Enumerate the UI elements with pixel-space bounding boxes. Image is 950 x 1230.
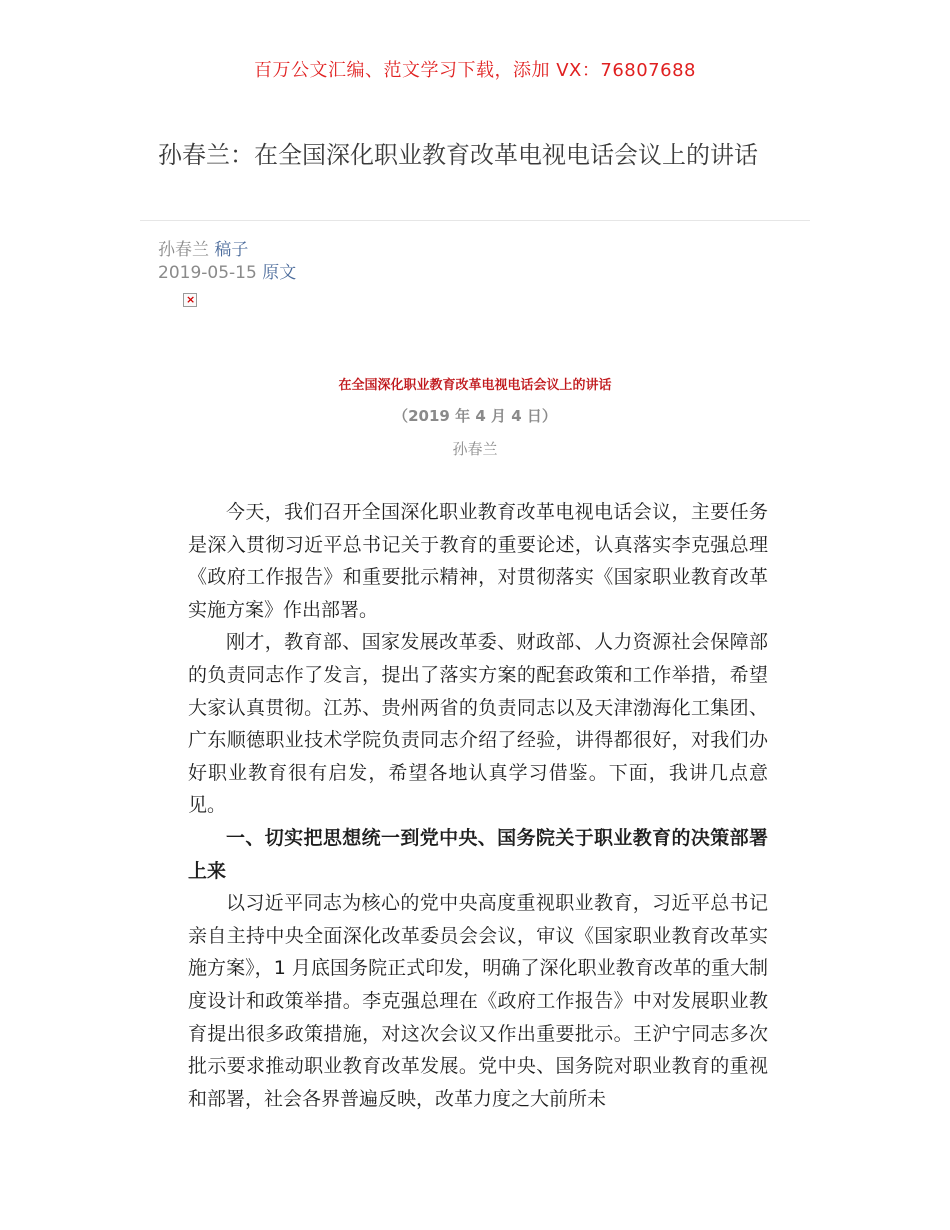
section-heading: 一、切实把思想统一到党中央、国务院关于职业教育的决策部署上来: [188, 826, 768, 882]
body-paragraph: 刚才，教育部、国家发展改革委、财政部、人力资源社会保障部的负责同志作了发言，提出了落实方案的配套政策和工作举措，希望大家认真贯彻。江苏、贵州两省的负责同志以及天津渤海化工集团、广东顺德职业技术学院负责同志介绍了经验，讲得都很好，对我们办好职业教育很有启发，希望各地认真学习借鉴。下面，我讲几点意见。: [188, 631, 768, 817]
title-divider: [140, 220, 810, 221]
document-heading: 在全国深化职业教育改革电视电话会议上的讲话: [338, 378, 612, 393]
document-date: （2019 年 4 月 4 日）: [393, 407, 557, 425]
article-author-line: [158, 239, 248, 261]
body-paragraph: 以习近平同志为核心的党中央高度重视职业教育，习近平总书记亲自主持中央全面深化改革委员会会议，审议《国家职业教育改革实施方案》，1 月底国务院正式印发，明确了深化职业教育改革的重大制度设计和政策举措。李克强总理在《政府工作报告》中对发展职业教育提出很多政策措施，对这次会议又作出重要批示。王沪宁同志多次批示要求推动职业教育改革发展。党中央、国务院对职业教育的重视和部署，社会各界普遍反映，改革力度之大前所未: [188, 892, 768, 1110]
article-author: 孙春兰: [158, 240, 209, 260]
author-link[interactable]: 稿子: [214, 240, 249, 260]
article-date-line: [158, 262, 296, 284]
article-date: 2019-05-15: [158, 263, 257, 283]
article-title: 孙春兰：在全国深化职业教育改革电视电话会议上的讲话: [158, 141, 758, 169]
broken-image-icon: ×: [183, 293, 197, 307]
body-paragraph: 今天，我们召开全国深化职业教育改革电视电话会议，主要任务是深入贯彻习近平总书记关于教育的重要论述，认真落实李克强总理《政府工作报告》和重要批示精神，对贯彻落实《国家职业教育改革实施方案》作出部署。: [188, 501, 768, 621]
document-body: [188, 496, 768, 1115]
source-link[interactable]: 原文: [262, 263, 297, 283]
document-speaker: 孙春兰: [452, 440, 498, 458]
promo-banner: 百万公文汇编、范文学习下载，添加 VX：76807688: [254, 60, 696, 81]
